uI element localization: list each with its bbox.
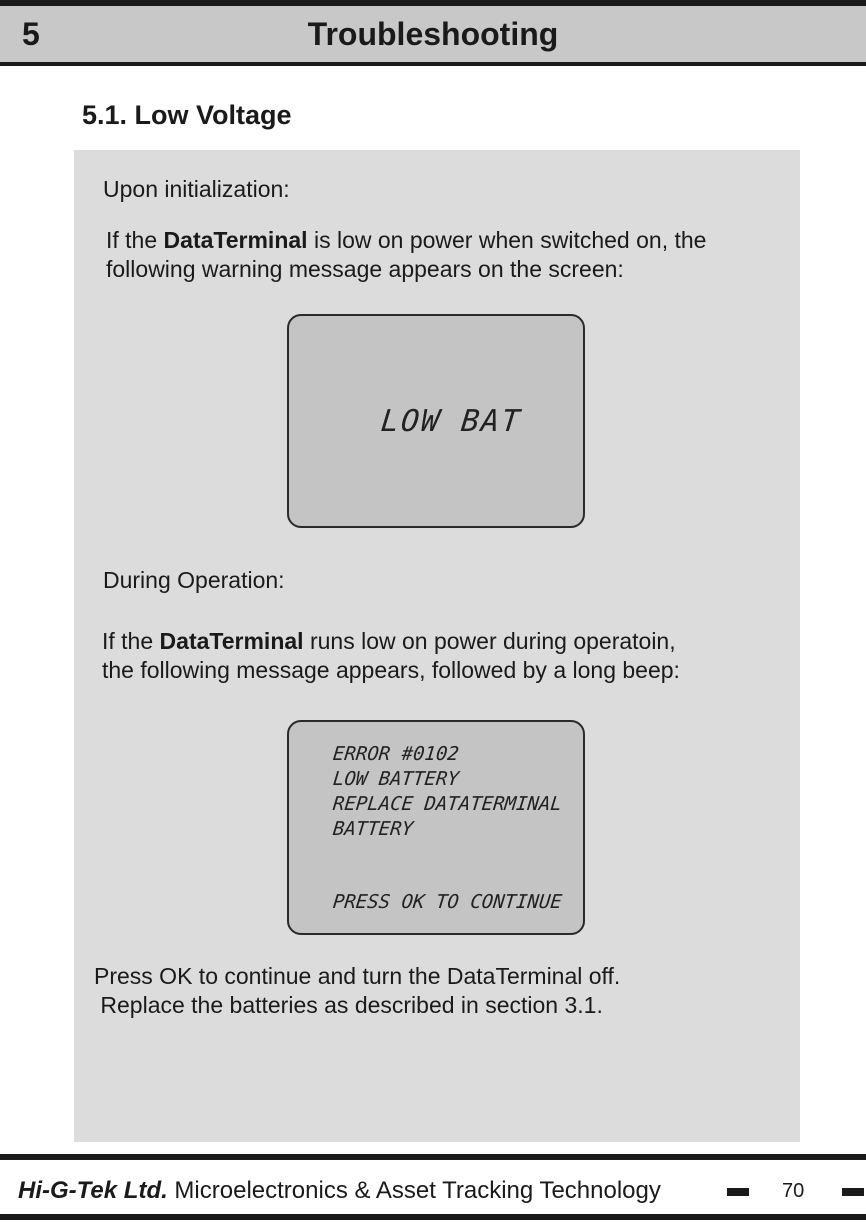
closing-line1: Press OK to continue and turn the DataTerminal off. (94, 963, 621, 989)
init-pre-text: If the (106, 227, 164, 253)
lcd-error-line: BATTERY (331, 818, 415, 840)
company-name: Hi-G-Tek Ltd. (18, 1177, 168, 1204)
section-title: 5.1. Low Voltage (82, 100, 292, 130)
lcd-screen-low-bat (287, 314, 585, 528)
chapter-header (0, 0, 866, 66)
footer-divider-bottom (0, 1214, 866, 1220)
init-paragraph-line1 (106, 226, 706, 255)
footer-text (18, 1177, 661, 1205)
footer-divider-top (0, 1154, 866, 1160)
company-tagline: Microelectronics & Asset Tracking Technology (167, 1177, 661, 1204)
init-post-text: is low on power when switched on, the (307, 227, 707, 253)
lcd-continue-prompt: PRESS OK TO CONTINUE (331, 891, 563, 913)
init-product-name: DataTerminal (163, 227, 308, 253)
lcd-low-bat-text: LOW BAT (379, 404, 524, 439)
chapter-title: Troubleshooting (307, 16, 559, 52)
chapter-number: 5 (22, 16, 40, 52)
op-post-text: runs low on power during operatoin, (303, 628, 676, 654)
op-product-name: DataTerminal (159, 628, 304, 654)
lcd-error-line: REPLACE DATATERMINAL (331, 793, 563, 815)
lcd-error-line: ERROR #0102 (331, 743, 461, 765)
init-paragraph-line2: following warning message appears on the screen: (106, 256, 624, 282)
operation-heading: During Operation: (103, 567, 285, 593)
op-paragraph-line2: the following message appears, followed by a long beep: (102, 657, 680, 683)
footer-dash-left (727, 1188, 749, 1196)
op-pre-text: If the (102, 628, 160, 654)
page-number: 70 (782, 1180, 805, 1202)
closing-line2: Replace the batteries as described in section 3.1. (94, 992, 603, 1018)
op-paragraph-line1 (102, 627, 676, 656)
init-heading: Upon initialization: (103, 176, 290, 202)
lcd-screen-error (287, 720, 585, 935)
footer-dash-right (842, 1188, 864, 1196)
lcd-error-line: LOW BATTERY (331, 768, 461, 790)
